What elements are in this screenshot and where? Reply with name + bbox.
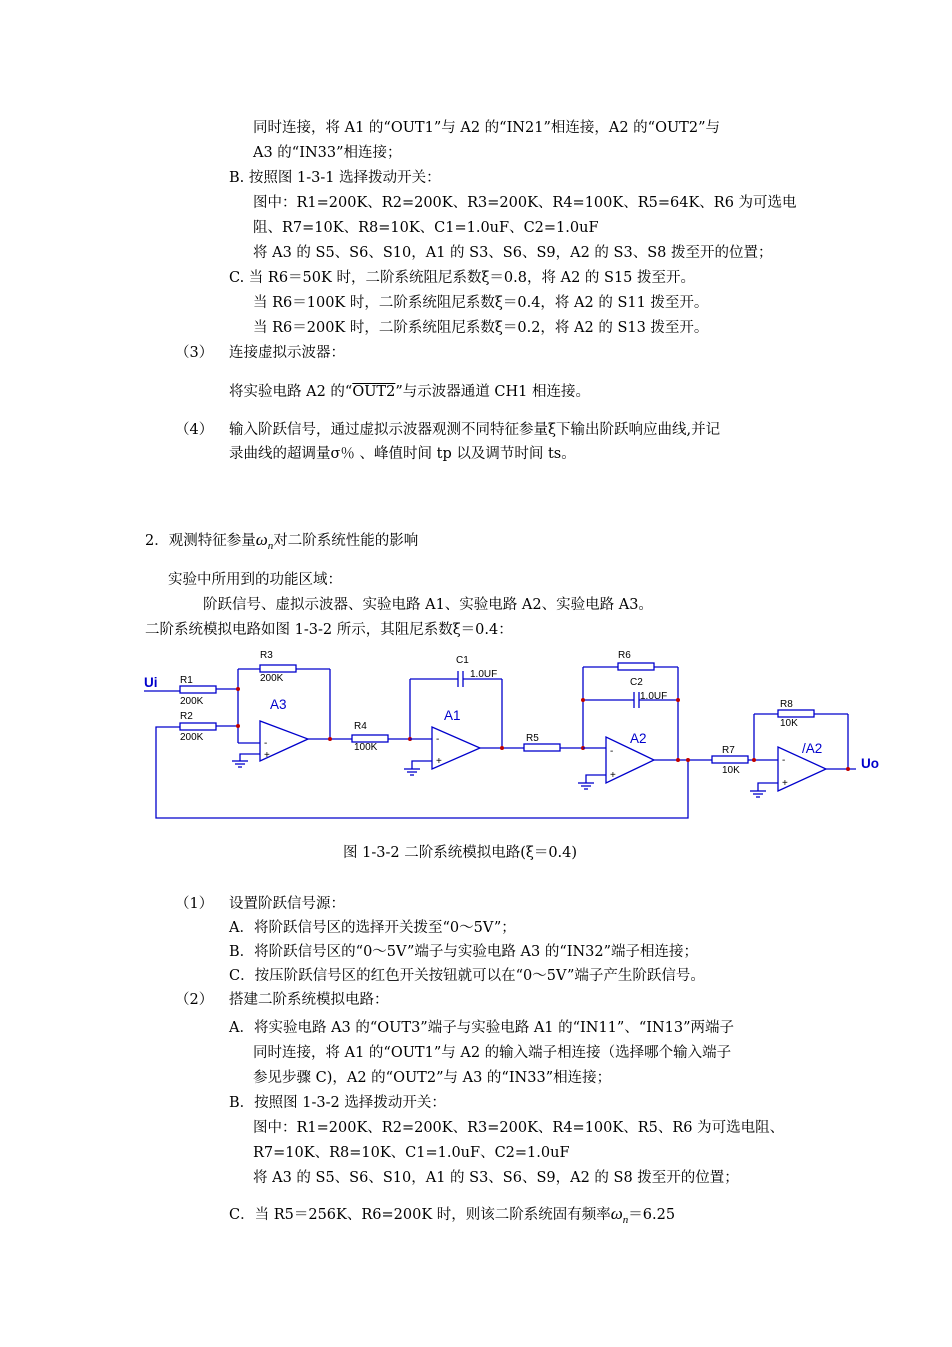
- c2-label: C2: [630, 677, 643, 688]
- svg-text:+: +: [782, 778, 788, 789]
- svg-text:-: -: [782, 755, 786, 766]
- svg-text:+: +: [610, 770, 616, 781]
- text-line: 搭建二阶系统模拟电路：: [229, 992, 389, 1008]
- text-line: 设置阶跃信号源：: [229, 896, 345, 912]
- circuit-diagram: [140, 645, 890, 825]
- r7-label: R7: [722, 745, 735, 756]
- text-line: 同时连接，将 A1 的“OUT1”与 A2 的“IN21”相连接，A2 的“OUT2”与: [253, 120, 720, 136]
- resistor-r1: [180, 686, 216, 693]
- item-number: （1）: [175, 896, 214, 912]
- text-line: 将 A3 的 S5、S6、S10，A1 的 S3、S6、S9，A2 的 S8 拨至开的位置；: [253, 1170, 739, 1186]
- text-line: 实验中所用到的功能区域：: [168, 572, 342, 588]
- a1-label: A1: [444, 708, 461, 723]
- text-line: 当 R6＝100K 时，二阶系统阻尼系数ξ＝0.4，将 A2 的 S11 拨至开。: [253, 295, 709, 311]
- section-heading: 2．观测特征参量$\omega_n$对二阶系统性能的影响: [145, 530, 419, 552]
- text-line: 输入阶跃信号，通过虚拟示波器观测不同特征参量ξ下输出阶跃响应曲线,并记: [229, 422, 721, 438]
- text-line: 参见步骤 C)，A2 的“OUT2”与 A3 的“IN33”相连接；: [253, 1070, 612, 1086]
- figure-caption: 图 1-3-2 二阶系统模拟电路(ξ＝0.4): [343, 845, 578, 861]
- text-line: 二阶系统模拟电路如图 1-3-2 所示，其阻尼系数ξ＝0.4：: [145, 622, 513, 638]
- r4-label: R4: [354, 721, 367, 732]
- text-line: 将 A3 的 S5、S6、S10，A1 的 S3、S6、S9，A2 的 S3、S8 拨至开的位置；: [253, 245, 773, 261]
- feedback-wire: [156, 727, 688, 818]
- svg-text:-: -: [610, 746, 614, 757]
- text-line: R7=10K、R8=10K、C1=1.0uF、C2=1.0uF: [253, 1145, 570, 1161]
- text-line: A．将实验电路 A3 的“OUT3”端子与实验电路 A1 的“IN11”、“IN13”两端子: [229, 1020, 735, 1036]
- resistor-r2: [180, 723, 216, 730]
- text-line: B．将阶跃信号区的“0～5V”端子与实验电路 A3 的“IN32”端子相连接；: [229, 944, 699, 960]
- r4-value: 100K: [354, 742, 378, 753]
- item-number: （3）: [175, 345, 214, 361]
- output-label: Uo: [861, 756, 879, 771]
- c1-value: 1.0UF: [470, 669, 498, 680]
- svg-text:+: +: [436, 756, 442, 767]
- a2-label: A2: [630, 731, 647, 746]
- resistor-r4: [352, 735, 388, 742]
- r1-label: R1: [180, 675, 193, 686]
- r8-label: R8: [780, 699, 793, 710]
- text-line: 阻、R7=10K、R8=10K、C1=1.0uF、C2=1.0uF: [253, 220, 599, 236]
- r6-label: R6: [618, 650, 631, 661]
- text-line: 阶跃信号、虚拟示波器、实验电路 A1、实验电路 A2、实验电路 A3。: [203, 597, 653, 613]
- text-line: A．将阶跃信号区的选择开关拨至“0～5V”；: [229, 920, 516, 936]
- text-line: C. 当 R6＝50K 时，二阶系统阻尼系数ξ＝0.8，将 A2 的 S15 拨至开。: [229, 270, 696, 286]
- text-line: B．按照图 1-3-2 选择拨动开关：: [229, 1095, 446, 1111]
- resistor-r5: [524, 744, 560, 751]
- resistor-r3: [260, 665, 296, 672]
- text-line: C．当 R5＝256K、R6=200K 时，则该二阶系统固有频率$\omega_n=6.25$: [229, 1204, 676, 1226]
- r7-value: 10K: [722, 765, 740, 776]
- input-label: Ui: [144, 675, 158, 690]
- text-line: C．按压阶跃信号区的红色开关按钮就可以在“0～5V”端子产生阶跃信号。: [229, 968, 705, 984]
- r3-label: R3: [260, 650, 273, 661]
- out2-overline: OUT2: [352, 384, 396, 400]
- a3-label: A3: [270, 697, 287, 712]
- item-number: （4）: [175, 422, 214, 438]
- text-line: 图中：R1=200K、R2=200K、R3=200K、R4=100K、R5=64K、R6 为可选电: [253, 195, 797, 211]
- resistor-r7: [712, 756, 748, 763]
- c2-value: 1.0UF: [640, 691, 668, 702]
- resistor-r8: [778, 710, 814, 717]
- text-line: 将实验电路 A2 的“OUT2”与示波器通道 CH1 相连接。: [229, 384, 590, 400]
- r1-value: 200K: [180, 696, 204, 707]
- text-line: 同时连接，将 A1 的“OUT1”与 A2 的输入端子相连接（选择哪个输入端子: [253, 1045, 732, 1061]
- c1-label: C1: [456, 655, 469, 666]
- r5-label: R5: [526, 733, 539, 744]
- text-line: 当 R6＝200K 时，二阶系统阻尼系数ξ＝0.2，将 A2 的 S13 拨至开。: [253, 320, 709, 336]
- svg-text:-: -: [436, 734, 440, 745]
- svg-text:-: -: [264, 738, 268, 749]
- text-line: 图中：R1=200K、R2=200K、R3=200K、R4=100K、R5、R6 为可选电阻、: [253, 1120, 785, 1136]
- text-line: 录曲线的超调量σ％ 、峰值时间 tp 以及调节时间 ts。: [229, 446, 576, 462]
- resistor-r6: [618, 663, 654, 670]
- item-number: （2）: [175, 992, 214, 1008]
- text-line: 连接虚拟示波器：: [229, 345, 345, 361]
- r2-value: 200K: [180, 732, 204, 743]
- r3-value: 200K: [260, 673, 284, 684]
- text-line: B. 按照图 1-3-1 选择拨动开关：: [229, 170, 441, 186]
- text-line: A3 的“IN33”相连接；: [253, 145, 402, 161]
- r8-value: 10K: [780, 718, 798, 729]
- r2-label: R2: [180, 711, 193, 722]
- svg-text:+: +: [264, 750, 270, 761]
- a2inv-label: /A2: [802, 741, 823, 756]
